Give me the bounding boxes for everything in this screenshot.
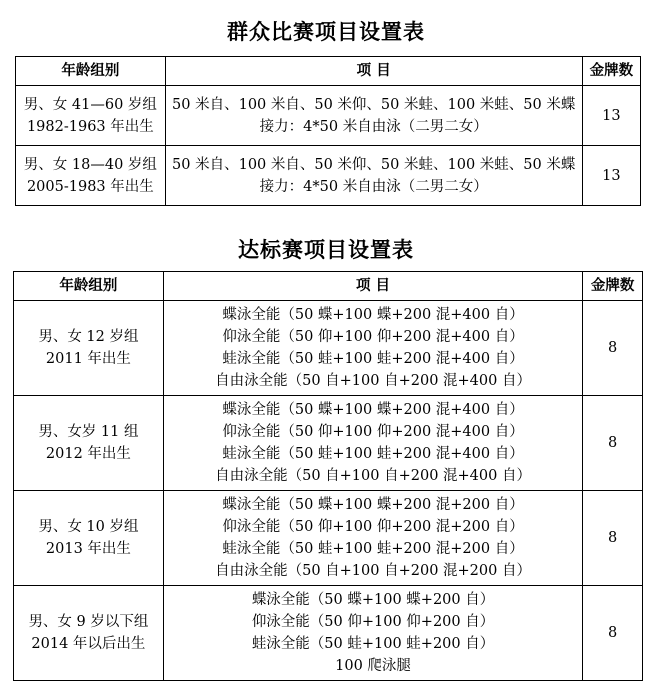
birth-years-label: 2012 年出生 [45,446,131,462]
project-line: 蝶泳全能（50 蝶+100 蝶+200 混+200 自） [222,497,524,513]
table-row [14,301,643,396]
project-line: 蛙泳全能（50 蛙+100 蛙+200 混+400 自） [222,446,524,462]
table-header-row [14,272,643,301]
standard-competition-table [13,271,643,681]
age-group-label: 男、女 18—40 岁组 [23,156,157,173]
header-age-group: 年龄组别 [16,57,166,86]
age-group-label: 男、女岁 11 组 [38,424,139,440]
project-line: 自由泳全能（50 自+100 自+200 混+400 自） [215,373,531,389]
birth-years-label: 2005-1983 年出生 [26,178,154,195]
age-group-cell [16,146,166,206]
project-line: 接力：4*50 米自由泳（二男二女） [259,178,488,195]
project-cell [163,301,582,396]
project-cell [163,491,582,586]
project-line: 自由泳全能（50 自+100 自+200 混+400 自） [215,468,531,484]
header-project: 项 目 [163,272,582,301]
project-line: 蛙泳全能（50 蛙+100 蛙+200 自） [251,636,495,652]
project-line: 50 米自、100 米自、50 米仰、50 米蛙、100 米蛙、50 米蝶 [172,96,576,113]
project-line: 蛙泳全能（50 蛙+100 蛙+200 混+200 自） [222,541,524,557]
age-group-cell [16,86,166,146]
age-group-label: 男、女 12 岁组 [38,329,139,345]
age-group-label: 男、女 41—60 岁组 [23,96,157,113]
project-line: 蝶泳全能（50 蝶+100 蝶+200 混+400 自） [222,307,524,323]
table-row [14,396,643,491]
project-line: 50 米自、100 米自、50 米仰、50 米蛙、100 米蛙、50 米蝶 [172,156,576,173]
medals-cell: 8 [583,586,643,681]
mass-competition-table [15,56,641,206]
table-row [14,491,643,586]
medals-cell: 13 [582,146,640,206]
age-group-cell [14,301,164,396]
age-group-label: 男、女 9 岁以下组 [28,614,149,630]
project-line: 100 爬泳腿 [335,658,411,674]
age-group-cell [14,491,164,586]
birth-years-label: 1982-1963 年出生 [26,118,154,135]
table2-title: 达标赛项目设置表 [238,237,414,262]
age-group-label: 男、女 10 岁组 [38,519,139,535]
medals-cell: 8 [583,491,643,586]
medals-cell: 8 [583,301,643,396]
header-medals: 金牌数 [582,57,640,86]
project-line: 自由泳全能（50 自+100 自+200 混+200 自） [215,563,531,579]
header-project: 项 目 [165,57,582,86]
project-cell [163,396,582,491]
birth-years-label: 2011 年出生 [45,351,131,367]
project-cell [165,146,582,206]
table-header-row [16,57,641,86]
header-age-group: 年龄组别 [14,272,164,301]
project-cell [165,86,582,146]
project-line: 仰泳全能（50 仰+100 仰+200 混+400 自） [222,424,524,440]
birth-years-label: 2014 年以后出生 [31,636,146,652]
project-line: 蝶泳全能（50 蝶+100 蝶+200 混+400 自） [222,402,524,418]
table-row [16,86,641,146]
project-line: 仰泳全能（50 仰+100 仰+200 自） [251,614,495,630]
birth-years-label: 2013 年出生 [45,541,131,557]
medals-cell: 8 [583,396,643,491]
project-line: 蝶泳全能（50 蝶+100 蝶+200 自） [251,592,495,608]
header-medals: 金牌数 [583,272,643,301]
project-line: 接力：4*50 米自由泳（二男二女） [259,118,488,135]
medals-cell: 13 [582,86,640,146]
table1-title: 群众比赛项目设置表 [227,19,425,44]
project-cell [163,586,582,681]
project-line: 蛙泳全能（50 蛙+100 蛙+200 混+400 自） [222,351,524,367]
table-row [14,586,643,681]
age-group-cell [14,396,164,491]
age-group-cell [14,586,164,681]
project-line: 仰泳全能（50 仰+100 仰+200 混+200 自） [222,519,524,535]
project-line: 仰泳全能（50 仰+100 仰+200 混+400 自） [222,329,524,345]
table-row [16,146,641,206]
